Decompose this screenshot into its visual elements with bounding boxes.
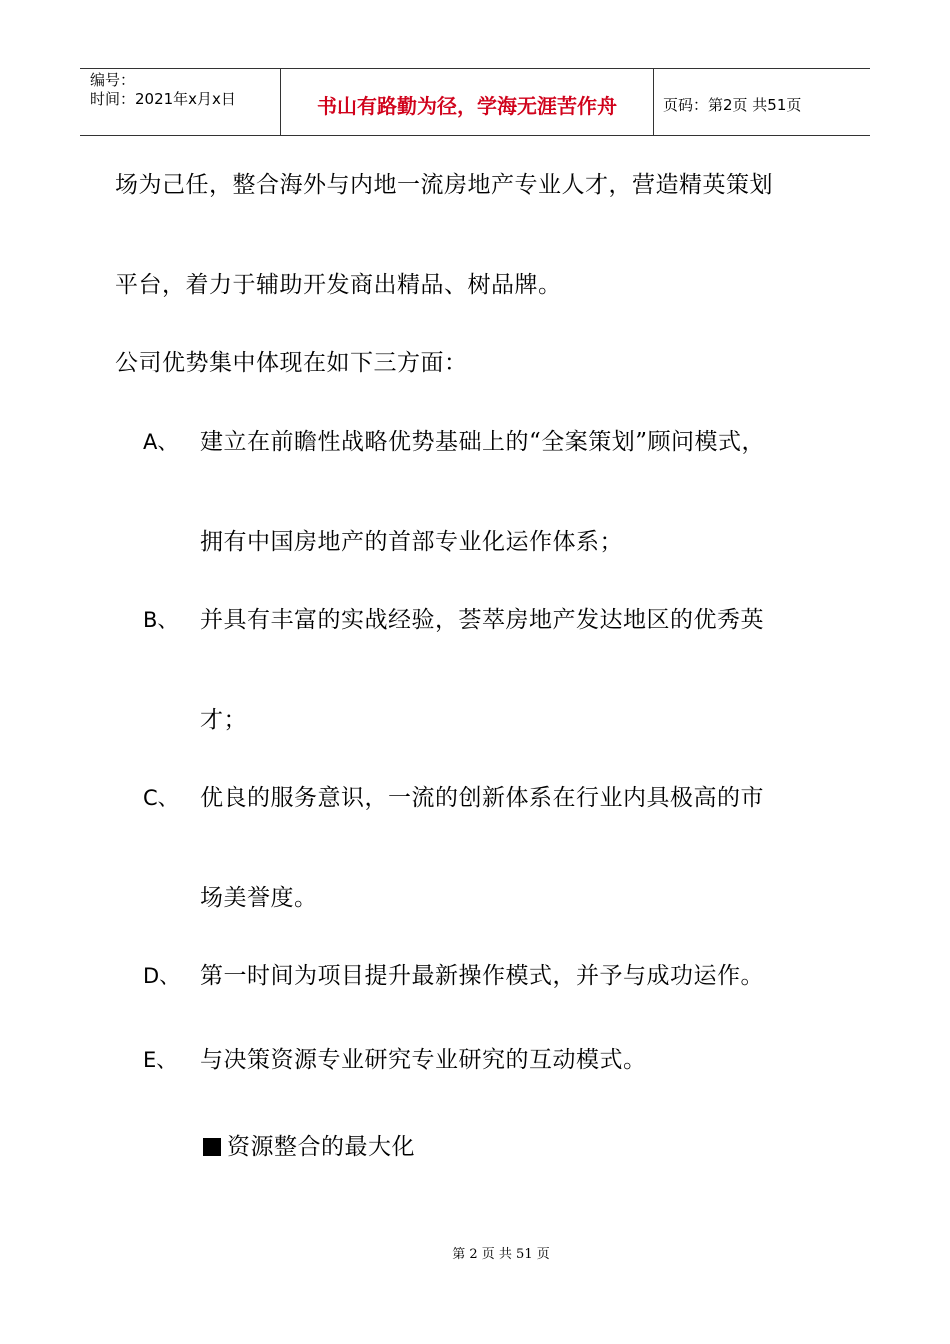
list-item-e-line1: 与决策资源专业研究专业研究的互动模式。 bbox=[200, 1047, 647, 1073]
section-heading-text: 资源整合的最大化 bbox=[227, 1134, 415, 1160]
paragraph-line: 平台，着力于辅助开发商出精品、树品牌。 bbox=[115, 272, 562, 298]
header-meta-cell bbox=[80, 69, 281, 135]
header-motto-cell bbox=[281, 69, 654, 135]
list-marker-a: A、 bbox=[143, 430, 179, 454]
list-item-c-line2: 场美誉度。 bbox=[200, 885, 318, 911]
list-item-c-line1: 优良的服务意识，一流的创新体系在行业内具极高的市 bbox=[200, 785, 764, 811]
paragraph-line: 场为己任，整合海外与内地一流房地产专业人才，营造精英策划 bbox=[115, 172, 773, 198]
page-footer bbox=[0, 1246, 950, 1264]
header-motto: 书山有路勤为径，学海无涯苦作舟 bbox=[317, 93, 617, 118]
list-item-d-line1: 第一时间为项目提升最新操作模式，并予与成功运作。 bbox=[200, 963, 764, 989]
black-square-icon bbox=[203, 1138, 221, 1156]
list-item-b-line2: 才； bbox=[200, 707, 247, 733]
list-marker-d: D、 bbox=[143, 964, 181, 988]
list-item-b-line1: 并具有丰富的实战经验，荟萃房地产发达地区的优秀英 bbox=[200, 607, 764, 633]
header-page-info: 页码：第2页 共51页 bbox=[663, 95, 802, 114]
list-item-a-line1: 建立在前瞻性战略优势基础上的“全案策划”顾问模式， bbox=[200, 429, 766, 455]
list-marker-b: B、 bbox=[143, 608, 179, 632]
intro-text: 公司优势集中体现在如下三方面： bbox=[115, 350, 468, 376]
header-page-cell bbox=[654, 69, 870, 135]
header-table bbox=[80, 68, 870, 136]
doc-number-label: 编号： bbox=[90, 71, 136, 89]
footer-page-number: 第 2 页 共 51 页 bbox=[452, 1247, 550, 1262]
list-marker-e: E、 bbox=[143, 1048, 178, 1072]
doc-time-label: 时间：2021年x月x日 bbox=[90, 90, 236, 108]
list-marker-c: C、 bbox=[143, 786, 179, 810]
list-item-a-line2: 拥有中国房地产的首部专业化运作体系； bbox=[200, 529, 623, 555]
section-heading bbox=[203, 1132, 415, 1162]
